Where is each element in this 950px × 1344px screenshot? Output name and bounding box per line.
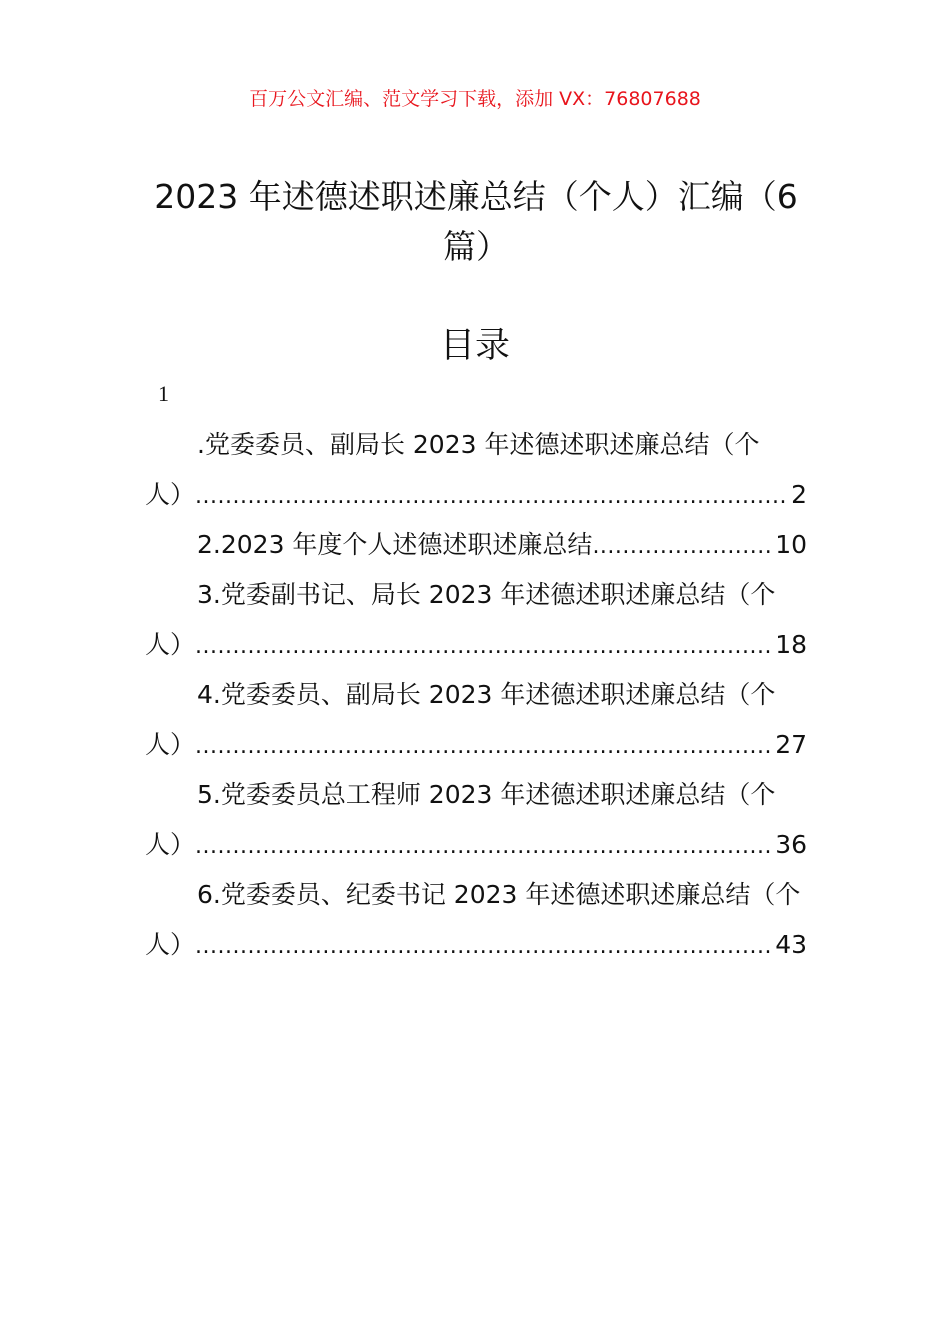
- toc-entry-2-line-1[interactable]: [145, 520, 807, 570]
- dot-leader: [195, 722, 773, 772]
- toc-entry-6-line-1[interactable]: [145, 870, 807, 920]
- document-title-line-2: 篇）: [443, 227, 509, 266]
- toc-heading: 目录: [439, 326, 510, 366]
- toc-entry-3-page: 18: [775, 630, 807, 659]
- toc-entry-1-title-cont: 人）: [145, 480, 196, 509]
- dot-leader: [592, 522, 773, 572]
- toc-entry-3-line-2[interactable]: [145, 620, 807, 670]
- dot-leader: [195, 622, 773, 672]
- toc-entry-6-title-cont: 人）: [145, 930, 196, 959]
- toc-entry-5-line-2[interactable]: [145, 820, 807, 870]
- toc-entry-3-line-1[interactable]: [145, 570, 807, 620]
- toc-entry-5-page: 36: [775, 830, 807, 859]
- toc-entry-5-line-1[interactable]: [145, 770, 807, 820]
- dot-leader: [195, 922, 773, 972]
- toc-entry-2-page: 10: [775, 530, 807, 559]
- header-note: 百万公文汇编、范文学习下载，添加 VX：76807688: [249, 88, 701, 110]
- toc-entry-1-line-2[interactable]: [145, 470, 807, 520]
- toc-entry-4-title: 4.党委委员、副局长 2023 年述德述职述廉总结（个: [197, 680, 776, 709]
- toc-entry-6-line-2[interactable]: [145, 920, 807, 970]
- table-of-contents: [145, 420, 807, 970]
- toc-entry-1-page: 2: [791, 480, 807, 509]
- toc-entry-1-title: .党委委员、副局长 2023 年述德述职述廉总结（个: [197, 430, 760, 459]
- toc-entry-4-title-cont: 人）: [145, 730, 196, 759]
- toc-entry-3-title: 3.党委副书记、局长 2023 年述德述职述廉总结（个: [197, 580, 776, 609]
- toc-entry-5-title: 5.党委委员总工程师 2023 年述德述职述廉总结（个: [197, 780, 776, 809]
- toc-entry-4-line-1[interactable]: [145, 670, 807, 720]
- toc-entry-5-title-cont: 人）: [145, 830, 196, 859]
- dot-leader: [195, 822, 773, 872]
- stray-number: 1: [158, 381, 169, 406]
- toc-entry-6-title: 6.党委委员、纪委书记 2023 年述德述职述廉总结（个: [197, 880, 801, 909]
- toc-entry-4-line-2[interactable]: [145, 720, 807, 770]
- document-title-line-1: 2023 年述德述职述廉总结（个人）汇编（6: [154, 177, 798, 216]
- toc-entry-3-title-cont: 人）: [145, 630, 196, 659]
- document-title: [145, 172, 807, 272]
- dot-leader: [195, 472, 789, 522]
- toc-entry-1-line-1[interactable]: [145, 420, 807, 470]
- toc-entry-2-title: 2.2023 年度个人述德述职述廉总结: [197, 530, 593, 559]
- toc-entry-6-page: 43: [775, 930, 807, 959]
- toc-entry-4-page: 27: [775, 730, 807, 759]
